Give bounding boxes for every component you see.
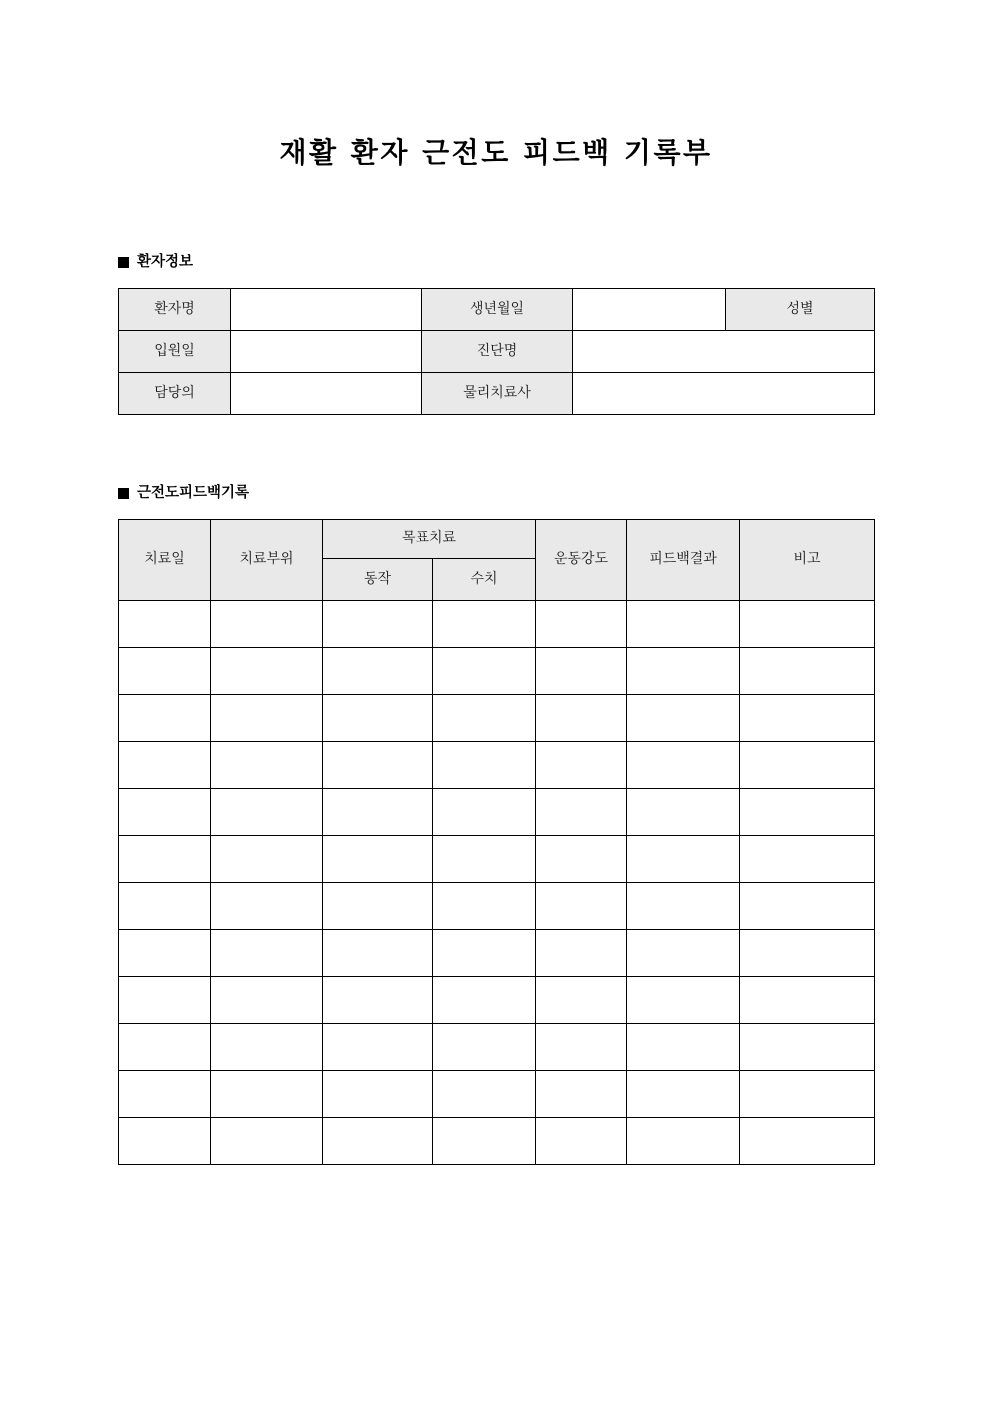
cell-feedback-result[interactable] [627, 883, 740, 930]
cell-goal-value[interactable] [433, 1071, 536, 1118]
cell-exercise-intensity[interactable] [536, 1024, 627, 1071]
table-row [119, 1024, 875, 1071]
emg-table-body [119, 601, 875, 1165]
cell-feedback-result[interactable] [627, 1024, 740, 1071]
cell-remarks[interactable] [740, 1118, 875, 1165]
cell-remarks[interactable] [740, 789, 875, 836]
cell-exercise-intensity[interactable] [536, 648, 627, 695]
table-row [119, 977, 875, 1024]
cell-goal-value[interactable] [433, 648, 536, 695]
section-heading-patient-info [118, 252, 193, 272]
cell-goal-motion[interactable] [323, 1024, 433, 1071]
attending-doctor-value[interactable] [231, 373, 422, 415]
cell-treatment-area[interactable] [211, 1024, 323, 1071]
cell-treatment-date[interactable] [119, 648, 211, 695]
diagnosis-value[interactable] [573, 331, 875, 373]
diagnosis-label: 진단명 [422, 331, 573, 373]
cell-goal-value[interactable] [433, 601, 536, 648]
table-row [119, 648, 875, 695]
cell-goal-motion[interactable] [323, 742, 433, 789]
cell-goal-value[interactable] [433, 930, 536, 977]
cell-remarks[interactable] [740, 1024, 875, 1071]
cell-feedback-result[interactable] [627, 1118, 740, 1165]
cell-remarks[interactable] [740, 742, 875, 789]
cell-treatment-date[interactable] [119, 836, 211, 883]
table-row [119, 742, 875, 789]
cell-remarks[interactable] [740, 695, 875, 742]
cell-treatment-date[interactable] [119, 601, 211, 648]
cell-goal-motion[interactable] [323, 695, 433, 742]
cell-goal-value[interactable] [433, 836, 536, 883]
birth-date-value[interactable] [573, 289, 726, 331]
cell-feedback-result[interactable] [627, 742, 740, 789]
cell-remarks[interactable] [740, 930, 875, 977]
cell-goal-value[interactable] [433, 1118, 536, 1165]
patient-name-value[interactable] [231, 289, 422, 331]
cell-treatment-date[interactable] [119, 695, 211, 742]
page-title: 재활 환자 근전도 피드백 기록부 [279, 136, 713, 169]
cell-treatment-date[interactable] [119, 977, 211, 1024]
cell-exercise-intensity[interactable] [536, 1071, 627, 1118]
cell-treatment-area[interactable] [211, 836, 323, 883]
table-header-row-top [119, 520, 875, 559]
cell-goal-value[interactable] [433, 695, 536, 742]
table-row [119, 695, 875, 742]
cell-goal-motion[interactable] [323, 789, 433, 836]
table-row [119, 836, 875, 883]
gender-label: 성별 [726, 289, 875, 331]
cell-treatment-date[interactable] [119, 930, 211, 977]
cell-exercise-intensity[interactable] [536, 601, 627, 648]
cell-remarks[interactable] [740, 601, 875, 648]
cell-remarks[interactable] [740, 1071, 875, 1118]
cell-goal-motion[interactable] [323, 977, 433, 1024]
table-row [119, 1071, 875, 1118]
cell-feedback-result[interactable] [627, 977, 740, 1024]
column-header-goal-value: 수치 [433, 559, 536, 601]
cell-treatment-area[interactable] [211, 742, 323, 789]
cell-treatment-date[interactable] [119, 789, 211, 836]
cell-feedback-result[interactable] [627, 836, 740, 883]
cell-exercise-intensity[interactable] [536, 1118, 627, 1165]
column-header-remarks: 비고 [740, 520, 875, 601]
cell-treatment-date[interactable] [119, 1024, 211, 1071]
cell-exercise-intensity[interactable] [536, 883, 627, 930]
column-header-exercise-intensity: 운동강도 [536, 520, 627, 601]
column-header-treatment-area: 치료부위 [211, 520, 323, 601]
cell-feedback-result[interactable] [627, 648, 740, 695]
admission-date-value[interactable] [231, 331, 422, 373]
cell-treatment-area[interactable] [211, 883, 323, 930]
cell-goal-motion[interactable] [323, 836, 433, 883]
cell-exercise-intensity[interactable] [536, 789, 627, 836]
cell-goal-value[interactable] [433, 742, 536, 789]
cell-treatment-area[interactable] [211, 1118, 323, 1165]
patient-name-label: 환자명 [119, 289, 231, 331]
column-header-goal-treatment: 목표치료 [323, 520, 536, 559]
cell-goal-motion[interactable] [323, 1071, 433, 1118]
cell-remarks[interactable] [740, 836, 875, 883]
cell-feedback-result[interactable] [627, 1071, 740, 1118]
column-header-treatment-date: 치료일 [119, 520, 211, 601]
table-row [119, 930, 875, 977]
cell-goal-value[interactable] [433, 1024, 536, 1071]
section-heading-label: 근전도피드백기록 [137, 485, 250, 501]
cell-feedback-result[interactable] [627, 695, 740, 742]
cell-treatment-area[interactable] [211, 789, 323, 836]
table-row [119, 373, 875, 415]
column-header-goal-motion: 동작 [323, 559, 433, 601]
section-heading-label: 환자정보 [137, 254, 194, 270]
square-bullet-icon [118, 257, 129, 268]
column-header-feedback-result: 피드백결과 [627, 520, 740, 601]
cell-treatment-date[interactable] [119, 1118, 211, 1165]
cell-goal-motion[interactable] [323, 1118, 433, 1165]
cell-feedback-result[interactable] [627, 930, 740, 977]
cell-exercise-intensity[interactable] [536, 695, 627, 742]
cell-remarks[interactable] [740, 883, 875, 930]
table-row [119, 1118, 875, 1165]
physical-therapist-value[interactable] [573, 373, 875, 415]
table-row [119, 289, 875, 331]
table-row [119, 789, 875, 836]
patient-info-table [118, 288, 875, 415]
cell-goal-motion[interactable] [323, 648, 433, 695]
cell-goal-motion[interactable] [323, 601, 433, 648]
admission-date-label: 입원일 [119, 331, 231, 373]
cell-goal-motion[interactable] [323, 883, 433, 930]
cell-treatment-date[interactable] [119, 1071, 211, 1118]
attending-doctor-label: 담당의 [119, 373, 231, 415]
cell-remarks[interactable] [740, 977, 875, 1024]
cell-goal-value[interactable] [433, 883, 536, 930]
cell-goal-value[interactable] [433, 977, 536, 1024]
physical-therapist-label: 물리치료사 [422, 373, 573, 415]
emg-feedback-record-table [118, 519, 875, 1165]
cell-goal-motion[interactable] [323, 930, 433, 977]
birth-date-label: 생년월일 [422, 289, 573, 331]
table-row [119, 331, 875, 373]
cell-remarks[interactable] [740, 648, 875, 695]
table-row [119, 601, 875, 648]
square-bullet-icon [118, 488, 129, 499]
cell-treatment-area[interactable] [211, 601, 323, 648]
cell-exercise-intensity[interactable] [536, 977, 627, 1024]
cell-treatment-area[interactable] [211, 977, 323, 1024]
cell-treatment-area[interactable] [211, 695, 323, 742]
table-row [119, 883, 875, 930]
cell-exercise-intensity[interactable] [536, 930, 627, 977]
cell-exercise-intensity[interactable] [536, 836, 627, 883]
cell-treatment-date[interactable] [119, 883, 211, 930]
cell-treatment-area[interactable] [211, 648, 323, 695]
cell-exercise-intensity[interactable] [536, 742, 627, 789]
cell-feedback-result[interactable] [627, 601, 740, 648]
cell-treatment-area[interactable] [211, 930, 323, 977]
cell-goal-value[interactable] [433, 789, 536, 836]
section-heading-emg-record [118, 483, 249, 503]
cell-feedback-result[interactable] [627, 789, 740, 836]
cell-treatment-date[interactable] [119, 742, 211, 789]
cell-treatment-area[interactable] [211, 1071, 323, 1118]
